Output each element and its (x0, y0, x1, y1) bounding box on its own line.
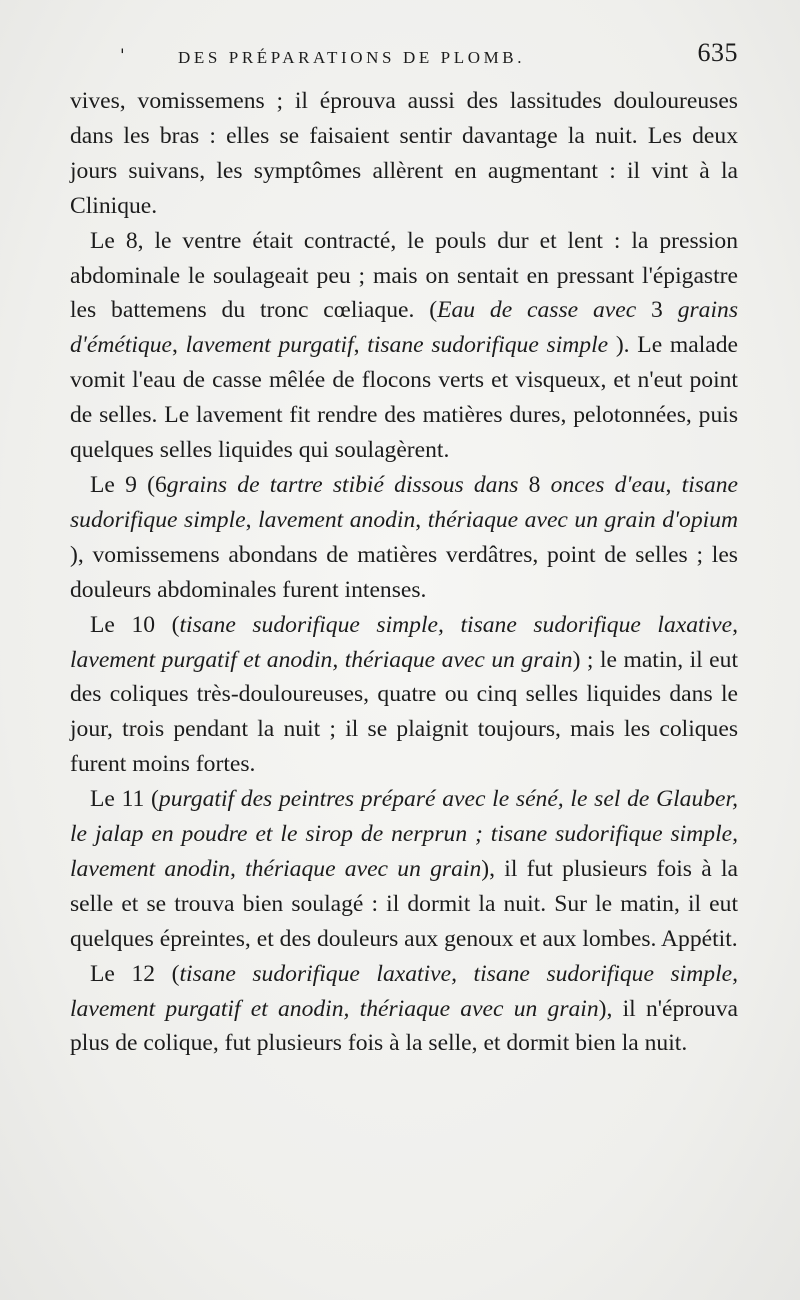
paragraph (70, 957, 738, 1062)
italic-run: thériaque avec un grain d'opium (427, 506, 739, 533)
text-run: Le 8, le ventre était contracté, le pouls dur et lent : la pression abdominale le soulageait peu ; mais on sentait en pressant l'épigastre les battemens du tronc cœliaque. ( (70, 227, 738, 324)
paragraph (70, 84, 738, 224)
body-text (70, 84, 738, 1061)
text-run: ), il n'éprouva plus de colique, fut plusieurs fois à la selle, et dormit bien la nuit. (70, 995, 738, 1057)
text-run: 3 (651, 297, 663, 324)
header-mark: ' (120, 46, 125, 66)
text-run: Le 10 ( (90, 611, 180, 638)
italic-run: tisane sudorifique simple (70, 471, 739, 533)
paragraph (70, 782, 738, 957)
page-number: 635 (697, 38, 738, 67)
italic-run: tisane sudorifique simple (367, 332, 609, 359)
text-run: ) ; le matin, il eut des coliques très-douloureuses, quatre ou cinq selles liquides dans le jour, trois pendant la nuit ; il se plaignit toujours, mais les coliques furent moins fortes. (70, 646, 739, 778)
text-run: 8 (528, 471, 541, 498)
italic-run: grains d'émétique (70, 297, 738, 359)
italic-run: tisane sudorifique laxative, tisane sudorifique simple, lavement purgatif et anodin, thériaque avec un grain (70, 960, 738, 1022)
italic-run: lavement anodin (258, 506, 416, 533)
paragraph (70, 224, 738, 468)
paragraph (70, 608, 738, 783)
paragraph (70, 468, 738, 608)
text-run: Le 11 ( (90, 786, 159, 813)
italic-run: tisane sudorifique simple, tisane sudorifique laxative, lavement purgatif et anodin, thériaque avec un grain (70, 611, 738, 673)
text-run: , (245, 506, 259, 533)
text-run: , (172, 332, 186, 359)
italic-run: Eau de casse avec (437, 297, 652, 324)
text-run: ). Le malade vomit l'eau de casse mêlée de flocons verts et visqueux, et n'eut point de selles. Le lavement fit rendre des matières dures, pelotonnées, puis quelques selles liquides qui soulagèrent. (70, 332, 738, 464)
text-run: , (665, 471, 682, 498)
page-header (70, 38, 738, 78)
text-run: ), vomissemens abondans de matières verdâtres, point de selles ; les douleurs abdominales furent intenses. (70, 541, 738, 603)
text-run: vives, vomissemens ; il éprouva aussi des lassitudes douloureuses dans les bras : elles se faisaient sentir davantage la nuit. Les deux jours suivans, les symptômes allèrent en augmentant : il vint à la Clinique. (70, 88, 738, 219)
italic-run: grains de tartre stibié dissous dans (166, 471, 529, 498)
running-head: DES PRÉPARATIONS DE PLOMB. (178, 48, 526, 67)
text-run: , (415, 506, 428, 533)
text-run: Le 9 (6 (90, 471, 167, 498)
italic-run: lavement purgatif (185, 332, 354, 359)
text-run: Le 12 ( (90, 960, 180, 987)
italic-run: purgatif des peintres préparé avec le séné, le sel de Glauber, le jalap en poudre et le sirop de nerprun ; tisane sudorifique simple, lavement anodin, thériaque avec un grain (70, 786, 738, 882)
text-run: , (353, 332, 368, 359)
text-run: ), il fut plusieurs fois à la selle et se trouva bien soulagé : il dormit la nuit. Sur le matin, il eut quelques épreintes, et des douleurs aux genoux et aux lombes. Appétit. (70, 855, 738, 952)
italic-run: onces d'eau (540, 471, 666, 498)
